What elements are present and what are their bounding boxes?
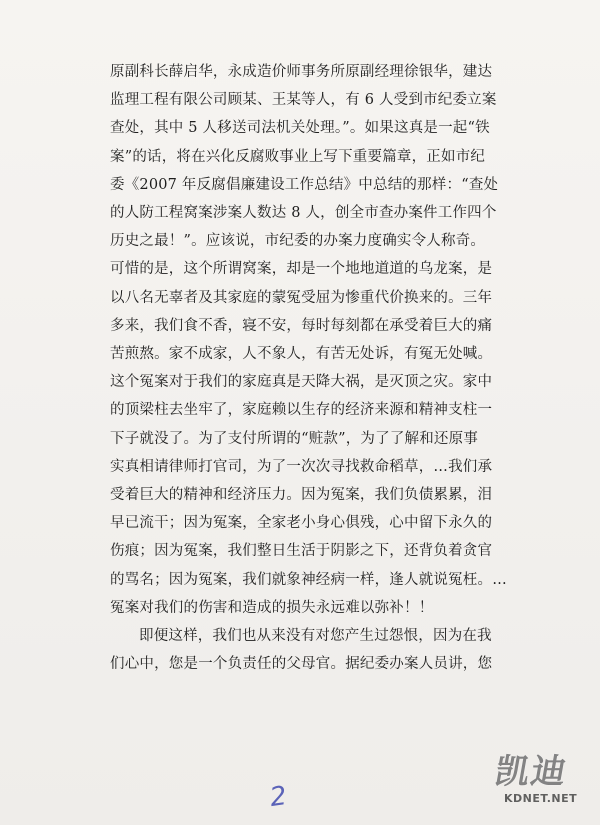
text-line: 可惜的是，这个所谓窝案，却是一个地地道道的乌龙案，是 xyxy=(110,261,493,278)
text-line: 实真相请律师打官司，为了一次次寻找救命稻草，…我们承 xyxy=(110,458,493,475)
text-line: 这个冤案对于我们的家庭真是天降大祸，是灭顶之灾。家中 xyxy=(110,374,493,391)
text-line: 案”的话，将在兴化反腐败事业上写下重要篇章，正如市纪 xyxy=(110,148,486,165)
text-line: 冤案对我们的伤害和造成的损失永远难以弥补！！ xyxy=(110,599,434,616)
text-line: 苦煎熬。家不成家，人不象人，有苦无处诉，有冤无处喊。 xyxy=(110,346,493,363)
paragraph-start-line: 即便这样，我们也从来没有对您产生过怨恨，因为在我 xyxy=(139,628,492,645)
text-line: 伤痕；因为冤案，我们整日生活于阴影之下，还背负着贪官 xyxy=(110,543,493,560)
text-line: 下子就没了。为了支付所谓的“赃款”，为了了解和还原事 xyxy=(110,430,479,447)
text-line: 的顶梁柱去坐牢了，家庭赖以生存的经济来源和精神支柱一 xyxy=(110,402,493,419)
text-line: 原副科长薛启华，永成造价师事务所原副经理徐银华，建达 xyxy=(110,64,493,80)
kdnet-watermark xyxy=(491,744,588,810)
text-line: 的骂名；因为冤案，我们就象神经病一样，逢人就说冤枉。… xyxy=(110,571,507,588)
handwritten-page-number: 2 xyxy=(267,780,289,814)
text-line: 历史之最！”。应该说，市纪委的办案力度确实令人称奇。 xyxy=(110,233,486,250)
watermark-logo-text: 凯迪 xyxy=(491,752,571,792)
text-line: 的人防工程窝案涉案人数达 8 人，创全市查办案件工作四个 xyxy=(110,205,497,222)
letter-body xyxy=(110,58,528,678)
text-line: 查处，其中 5 人移送司法机关处理。”。如果这真是一起“铁 xyxy=(110,120,490,137)
watermark-site-text: KDNET.NET xyxy=(504,792,578,805)
text-line: 以八名无辜者及其家庭的蒙冤受屈为惨重代价换来的。三年 xyxy=(110,289,493,306)
text-line: 受着巨大的精神和经济压力。因为冤案，我们负债累累，泪 xyxy=(110,487,493,504)
text-line: 早已流干；因为冤案，全家老小身心俱残，心中留下永久的 xyxy=(110,515,493,532)
text-line: 委《2007 年反腐倡廉建设工作总结》中总结的那样：“查处 xyxy=(110,176,499,193)
text-line: 们心中，您是一个负责任的父母官。据纪委办案人员讲，您 xyxy=(110,656,493,673)
text-line: 多来，我们食不香，寝不安，每时每刻都在承受着巨大的痛 xyxy=(110,317,493,334)
text-line: 监理工程有限公司顾某、王某等人，有 6 人受到市纪委立案 xyxy=(110,92,497,109)
